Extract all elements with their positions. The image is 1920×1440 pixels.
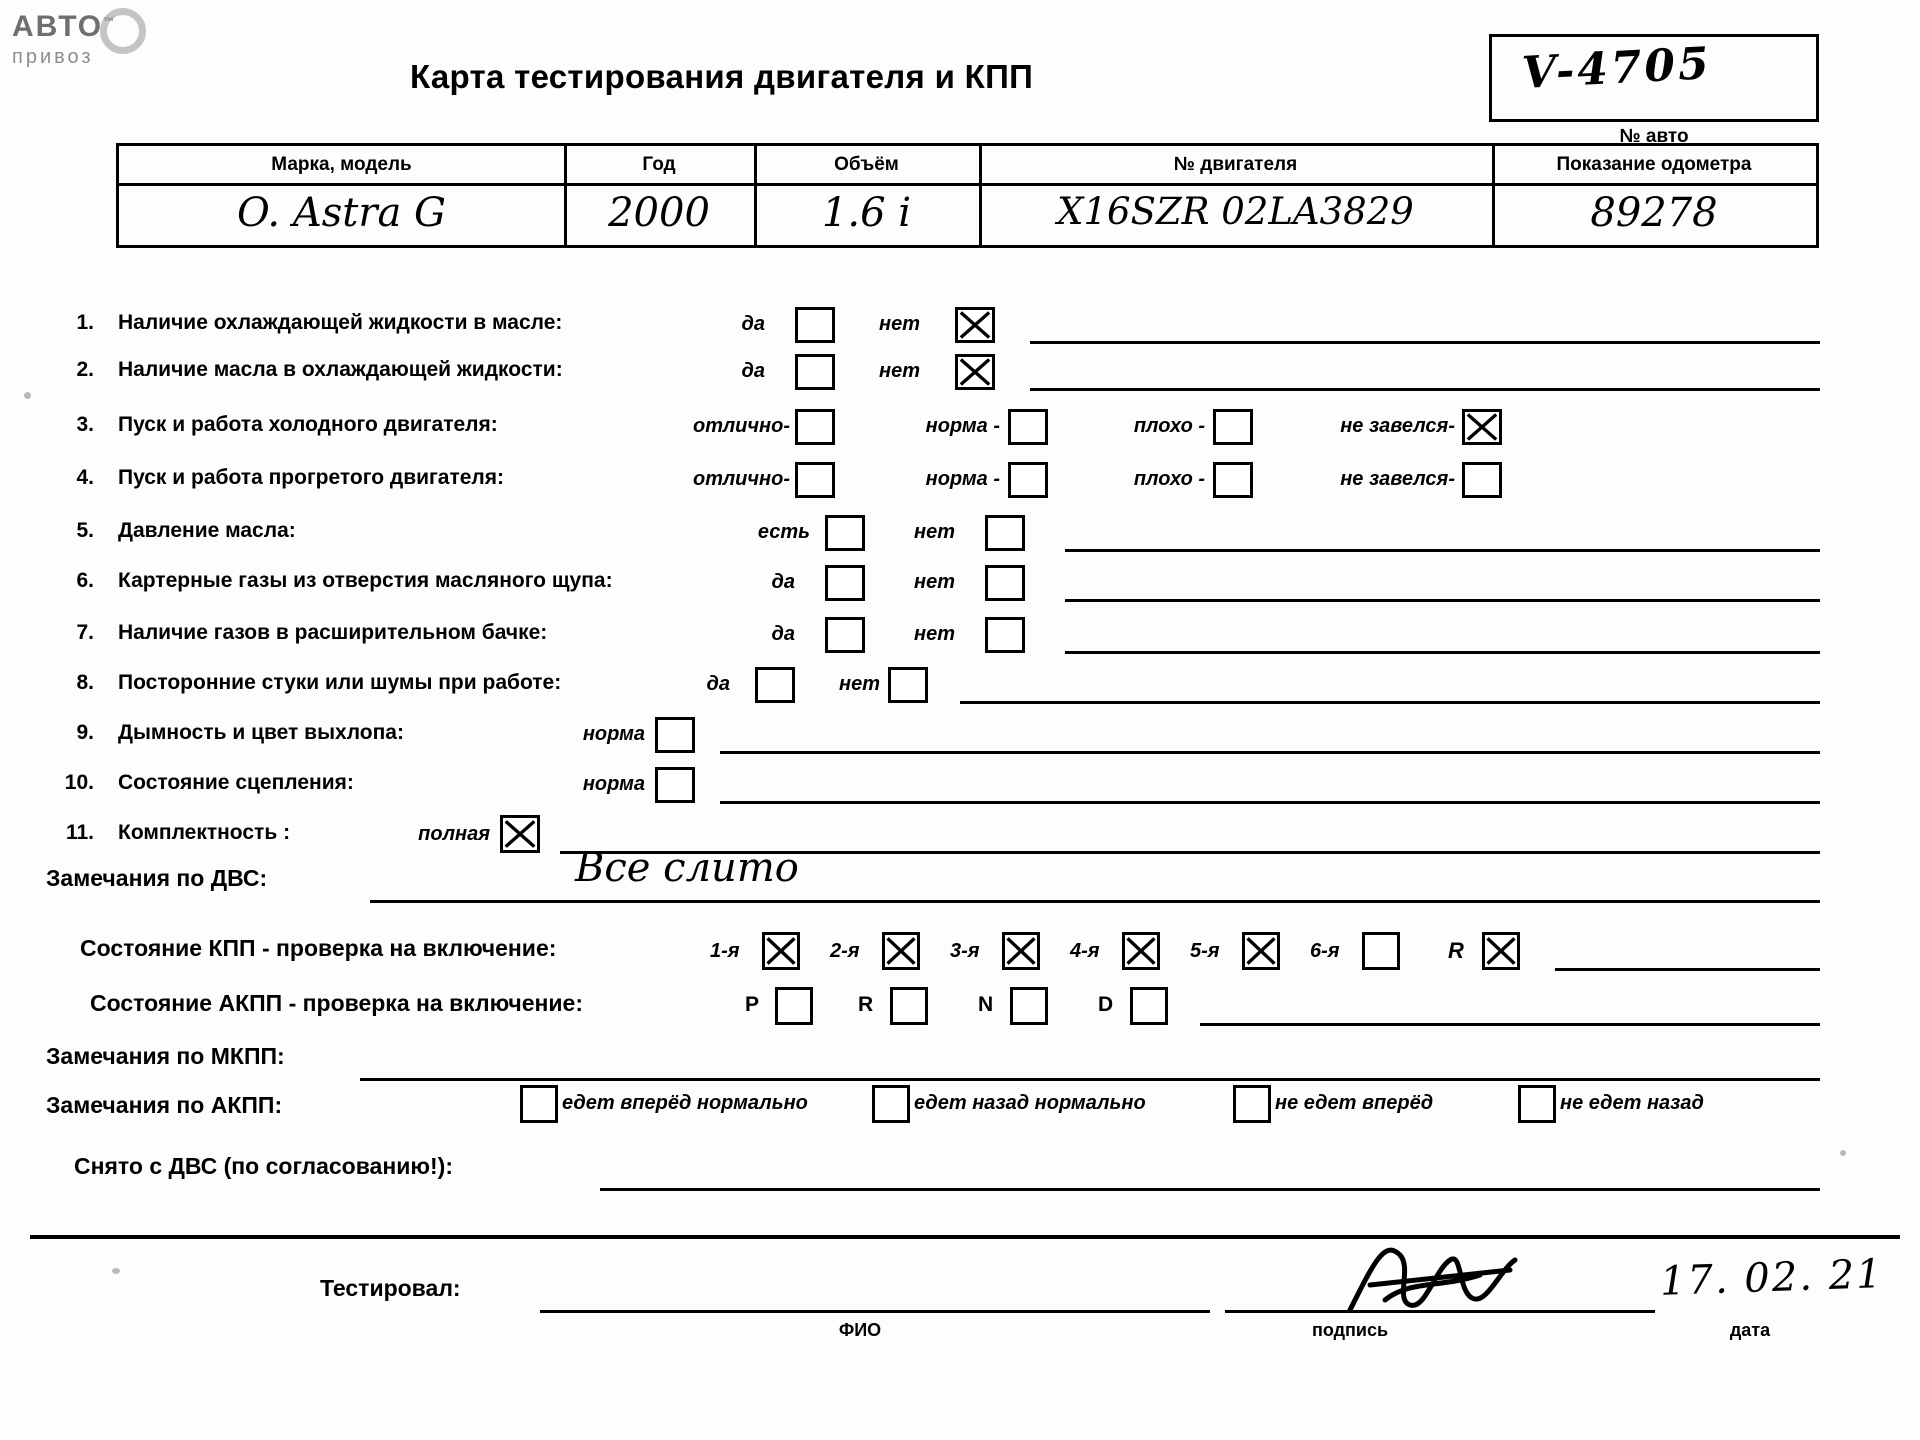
checkbox-akpp-r[interactable] xyxy=(890,987,928,1025)
mkpp-notes-label: Замечания по МКПП: xyxy=(46,1043,285,1069)
row-label: Картерные газы из отверстия масляного щупа: xyxy=(118,569,613,592)
option-label-da: да xyxy=(706,673,730,695)
td-volume: 1.6 i xyxy=(821,190,912,236)
akpp-position-label-d: D xyxy=(1098,993,1114,1016)
checkbox-gear-5[interactable] xyxy=(1242,932,1280,970)
checklist-row-4 xyxy=(0,460,1920,504)
td-model: O. Astra G xyxy=(236,190,446,236)
checkbox-gear-2[interactable] xyxy=(882,932,920,970)
checkbox-11-polnaya[interactable] xyxy=(500,815,540,853)
option-label-polnaya: полная xyxy=(418,823,490,845)
th-volume: Объём xyxy=(834,154,899,175)
option-label-da: да xyxy=(741,313,765,335)
check-mark-icon xyxy=(1485,935,1517,967)
checkbox-4-norma[interactable] xyxy=(1008,462,1048,498)
option-label-net: нет xyxy=(879,360,920,382)
check-mark-icon xyxy=(503,818,537,850)
checkbox-gear-3[interactable] xyxy=(1002,932,1040,970)
td-odometer: 89278 xyxy=(1590,190,1718,236)
th-odometer: Показание одометра xyxy=(1556,154,1752,175)
td-year: 2000 xyxy=(608,190,710,236)
checklist-row-9 xyxy=(0,715,1920,759)
row-number: 5. xyxy=(76,519,94,542)
option-label-net: нет xyxy=(914,571,955,593)
check-mark-icon xyxy=(765,935,797,967)
date-value: 17. 02. 21 xyxy=(1659,1251,1885,1305)
tested-by-label: Тестировал: xyxy=(320,1275,461,1301)
checkbox-4-ne-zavelsya[interactable] xyxy=(1462,462,1502,498)
th-model: Марка, модель xyxy=(271,154,412,175)
logo-brand: АВТО™ xyxy=(12,10,117,43)
td-engine-number: X16SZR 02LA3829 xyxy=(1057,190,1414,233)
checkbox-7-da[interactable] xyxy=(825,617,865,653)
row-label: Наличие охлаждающей жидкости в масле: xyxy=(118,311,563,334)
checklist-row-6 xyxy=(0,563,1920,607)
checklist-row-2 xyxy=(0,352,1920,396)
car-number-box xyxy=(1489,34,1819,122)
row-number: 1. xyxy=(76,311,94,334)
option-label-net: нет xyxy=(914,521,955,543)
checkbox-akpp-no-forward[interactable] xyxy=(1233,1085,1271,1123)
option-label-da: да xyxy=(771,623,795,645)
checkbox-1-net[interactable] xyxy=(955,307,995,343)
checkbox-8-net[interactable] xyxy=(888,667,928,703)
page-title: Карта тестирования двигателя и КПП xyxy=(410,58,1034,95)
scan-speck xyxy=(112,1268,120,1274)
akpp-note-line xyxy=(1200,1023,1820,1026)
check-mark-icon xyxy=(958,310,992,340)
option-label-ne-zavelsya: не завелся- xyxy=(1340,468,1455,490)
checkbox-akpp-forward-ok[interactable] xyxy=(520,1085,558,1123)
checkbox-akpp-n[interactable] xyxy=(1010,987,1048,1025)
option-label-norma: норма xyxy=(582,723,645,745)
option-label-plokho: плохо - xyxy=(1133,468,1205,490)
checkbox-8-da[interactable] xyxy=(755,667,795,703)
checklist-row-10 xyxy=(0,765,1920,809)
checkbox-gear-4[interactable] xyxy=(1122,932,1160,970)
row-number: 11. xyxy=(65,821,94,844)
checkbox-akpp-reverse-ok[interactable] xyxy=(872,1085,910,1123)
gear-label-6: 6-я xyxy=(1310,940,1340,962)
checkbox-5-est[interactable] xyxy=(825,515,865,551)
checklist-row-8 xyxy=(0,665,1920,709)
avtoprivoz-logo xyxy=(12,10,187,85)
removed-label: Снято с ДВС (по согласованию!): xyxy=(74,1153,453,1179)
option-label-da: да xyxy=(771,571,795,593)
table-header-divider xyxy=(119,183,1816,186)
gear-label-3: 3-я xyxy=(950,940,980,962)
mkpp-note-line xyxy=(1555,968,1820,971)
checkbox-7-net[interactable] xyxy=(985,617,1025,653)
akpp-notes-label: Замечания по АКПП: xyxy=(46,1092,283,1118)
row-label: Состояние сцепления: xyxy=(118,771,354,794)
option-label-norma: норма - xyxy=(925,468,1000,490)
th-year: Год xyxy=(642,154,676,175)
checkbox-10-norma[interactable] xyxy=(655,767,695,803)
row-number: 9. xyxy=(76,721,94,744)
option-label-net: нет xyxy=(914,623,955,645)
checkbox-akpp-d[interactable] xyxy=(1130,987,1168,1025)
checklist-row-7 xyxy=(0,615,1920,659)
note-line-9 xyxy=(720,751,1820,754)
checkbox-9-norma[interactable] xyxy=(655,717,695,753)
check-mark-icon xyxy=(1465,412,1499,442)
checkbox-akpp-no-reverse[interactable] xyxy=(1518,1085,1556,1123)
option-label-norma: норма - xyxy=(925,415,1000,437)
scan-speck xyxy=(24,392,31,399)
note-line-10 xyxy=(720,801,1820,804)
checkbox-1-da[interactable] xyxy=(795,307,835,343)
checklist-row-11 xyxy=(0,815,1920,859)
footer-separator xyxy=(30,1235,1900,1239)
checkbox-akpp-p[interactable] xyxy=(775,987,813,1025)
checkbox-3-ne-zavelsya[interactable] xyxy=(1462,409,1502,445)
checkbox-5-net[interactable] xyxy=(985,515,1025,551)
gear-label-1: 1-я xyxy=(710,940,740,962)
checklist-row-3 xyxy=(0,407,1920,451)
fio-label: ФИО xyxy=(838,1320,882,1340)
gear-label-2: 2-я xyxy=(830,940,860,962)
checkbox-gear-6[interactable] xyxy=(1362,932,1400,970)
row-label: Дымность и цвет выхлопа: xyxy=(118,721,404,744)
note-line-6 xyxy=(1065,599,1820,602)
checkbox-3-otlichno[interactable] xyxy=(795,409,835,445)
row-label: Пуск и работа холодного двигателя: xyxy=(118,413,498,436)
note-line-7 xyxy=(1065,651,1820,654)
row-number: 4. xyxy=(76,466,94,489)
gear-label-5: 5-я xyxy=(1190,940,1220,962)
akpp-position-label-p: P xyxy=(745,993,760,1016)
check-mark-icon xyxy=(958,357,992,387)
row-label: Наличие масла в охлаждающей жидкости: xyxy=(118,358,563,381)
akpp-option-no-reverse: не едет назад xyxy=(1560,1092,1704,1114)
car-number-label: № авто xyxy=(1619,126,1689,147)
th-engine-number: № двигателя xyxy=(1173,154,1298,175)
checkbox-6-net[interactable] xyxy=(985,565,1025,601)
removed-line xyxy=(600,1188,1820,1191)
option-label-est: есть xyxy=(757,521,810,543)
checkbox-4-plokho[interactable] xyxy=(1213,462,1253,498)
mkpp-notes-line xyxy=(360,1078,1820,1081)
option-label-net: нет xyxy=(879,313,920,335)
mkpp-label: Состояние КПП - проверка на включение: xyxy=(80,935,557,961)
checkbox-2-net[interactable] xyxy=(955,354,995,390)
logo-ring-icon xyxy=(100,8,146,54)
checklist-row-5 xyxy=(0,513,1920,557)
logo-subtitle: привоз xyxy=(12,46,94,68)
date-label: дата xyxy=(1729,1320,1771,1340)
gear-label-4: 4-я xyxy=(1070,940,1100,962)
checkbox-gear-1[interactable] xyxy=(762,932,800,970)
check-mark-icon xyxy=(885,935,917,967)
check-mark-icon xyxy=(1005,935,1037,967)
scan-speck xyxy=(1840,1150,1846,1156)
row-number: 3. xyxy=(76,413,94,436)
gear-label-r: R xyxy=(1448,938,1464,963)
option-label-otlichno: отлично- xyxy=(692,468,790,490)
row-number: 7. xyxy=(76,621,94,644)
logo-tm: ™ xyxy=(103,16,117,28)
note-line-1 xyxy=(1030,341,1820,344)
car-number-value: V-4705 xyxy=(1520,38,1713,99)
checklist-row-1 xyxy=(0,305,1920,349)
row-label: Пуск и работа прогретого двигателя: xyxy=(118,466,505,489)
akpp-label: Состояние АКПП - проверка на включение: xyxy=(90,990,584,1016)
row-number: 10. xyxy=(64,771,94,794)
row-label: Посторонние стуки или шумы при работе: xyxy=(118,671,562,694)
row-label: Давление масла: xyxy=(118,519,296,542)
engine-notes-line xyxy=(370,900,1820,903)
checkbox-4-otlichno[interactable] xyxy=(795,462,835,498)
option-label-net: нет xyxy=(839,673,880,695)
note-line-5 xyxy=(1065,549,1820,552)
akpp-position-label-r: R xyxy=(858,993,874,1016)
fio-line xyxy=(540,1310,1210,1313)
note-line-8 xyxy=(960,701,1820,704)
check-mark-icon xyxy=(1245,935,1277,967)
option-label-plokho: плохо - xyxy=(1133,415,1205,437)
row-label: Наличие газов в расширительном бачке: xyxy=(118,621,548,644)
row-number: 2. xyxy=(76,358,94,381)
checkbox-3-norma[interactable] xyxy=(1008,409,1048,445)
akpp-option-no-forward: не едет вперёд xyxy=(1275,1092,1434,1114)
option-label-ne-zavelsya: не завелся- xyxy=(1340,415,1455,437)
row-label: Комплектность : xyxy=(118,821,291,844)
row-number: 8. xyxy=(76,671,94,694)
option-label-norma: норма xyxy=(582,773,645,795)
checkbox-6-da[interactable] xyxy=(825,565,865,601)
row-number: 6. xyxy=(76,569,94,592)
checkbox-2-da[interactable] xyxy=(795,354,835,390)
engine-notes-label: Замечания по ДВС: xyxy=(46,865,268,891)
option-label-da: да xyxy=(741,360,765,382)
signature-scribble-icon xyxy=(1340,1230,1550,1320)
checkbox-gear-r[interactable] xyxy=(1482,932,1520,970)
checkbox-3-plokho[interactable] xyxy=(1213,409,1253,445)
engine-notes-value: Все слито xyxy=(575,845,799,891)
option-label-otlichno: отлично- xyxy=(692,415,790,437)
akpp-option-reverse-ok: едет назад нормально xyxy=(914,1092,1146,1114)
check-mark-icon xyxy=(1125,935,1157,967)
akpp-position-label-n: N xyxy=(978,993,994,1016)
note-line-2 xyxy=(1030,388,1820,391)
signature-label: подпись xyxy=(1311,1320,1389,1340)
akpp-option-forward-ok: едет вперёд нормально xyxy=(562,1092,808,1114)
vehicle-info-table xyxy=(116,143,1819,248)
